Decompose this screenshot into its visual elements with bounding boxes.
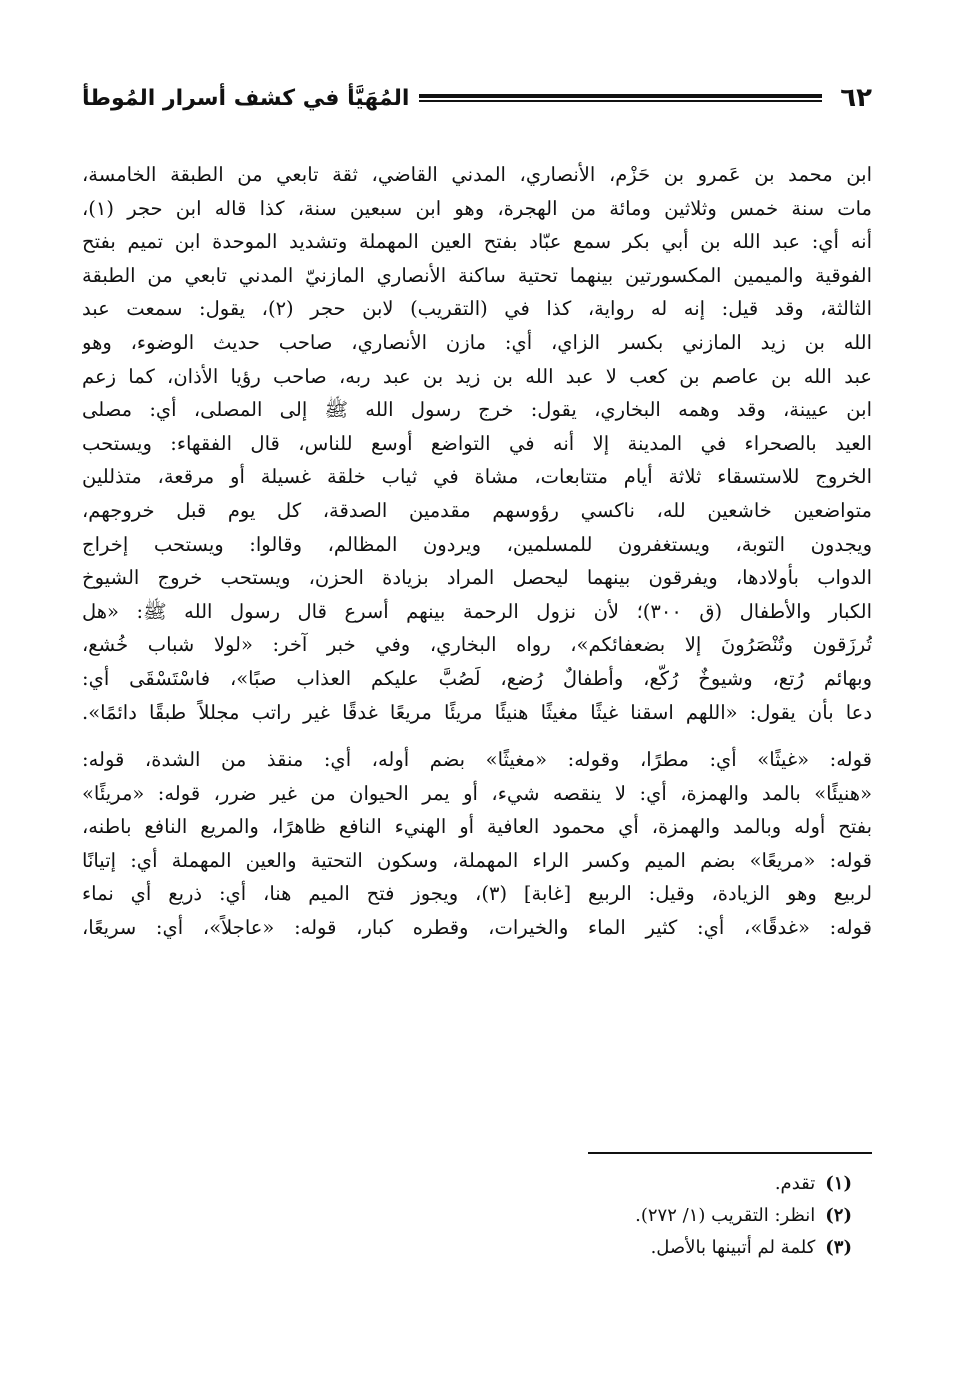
main-text [82, 158, 872, 945]
text-line: قوله: «غيثًا» أي: مطرًا، وقوله: «مغيثًا» بضم أوله، أي: منقذ من الشدة، قوله: [82, 748, 872, 772]
footnote-number: (٢) [825, 1205, 852, 1226]
footnote-number: (١) [825, 1173, 852, 1194]
text-line: تُرزَقون وتُنْصَرُونَ إلا بضعفائكم»، رواه البخاري، وفي خبر آخر: «لولا شباب خُشع، [82, 633, 872, 657]
paragraph-1 [82, 158, 872, 729]
text-line: الخروج للاستسقاء ثلاثة أيام متتابعات، مشاة في ثياب خلقة غسيلة أو مرقعة، متذللين [82, 465, 872, 489]
running-title: المُهَيَّأ في كشف أسرار المُوطأ [82, 85, 410, 111]
footnote-3 [82, 1232, 852, 1264]
page-number: ٦٢ [840, 83, 872, 113]
text-line: قوله: «غدقًا»، أي: كثير الماء والخيرات، وقطره كبار، قوله: «عاجلاً»، أي: سريعًا، [82, 916, 872, 940]
paragraph-2 [82, 743, 872, 945]
text-line: مات سنة خمس وثلاثين ومائة من الهجرة، وهو ابن سبعين سنة، كذا قاله ابن حجر (١)، [82, 196, 872, 220]
text-line: الدواب بأولادها، ويفرقون بينهما ليحصل المراد بزيادة الحزن، ويستحب خروج الشيوخ [82, 566, 872, 590]
text-line: أنه أي: عبد الله بن أبي بكر سمع عبّاد بفتح العين المهملة وتشديد الموحدة ابن تميم بفتح [82, 230, 872, 254]
footnote-1 [82, 1168, 852, 1200]
text-line: وبهائم رُتع، وشيوخٌ رُكّع، وأطفالٌ رُضع، لَصُبَّ عليكم العذاب صبًا»، فاسْتَسْقَى أي: [82, 666, 872, 690]
footnote-text: تقدم. [774, 1173, 816, 1194]
text-line: «هنيئًا» بالمد والهمزة، أي: لا ينقصه شيء، أو يمر الحيوان من غير ضرر، قوله: «مريئًا» [82, 781, 872, 805]
footnotes [82, 1168, 852, 1264]
text-line: ابن محمد بن عَمرو بن حَزْم، الأنصاري، المدني القاضي، ثقة تابعي من الطبقة الخامسة، [82, 163, 872, 186]
text-line: ويجدون التوبة، ويستغفرون للمسلمين، ويردون المظالم، وقالوا: ويستحب إخراج [82, 532, 872, 556]
text-line: ابن عيينة، وقد وهمه البخاري، يقول: خرج رسول الله ﷺ إلى المصلى، أي: مصلى [82, 398, 872, 422]
text-line: الفوقية والميمين المكسورتين بينهما تحتية ساكنة الأنصاري المازنيّ المدني تابعي من الطبقة [82, 263, 872, 287]
footnote-text: انظر: التقريب (١/ ٢٧٢). [635, 1205, 816, 1226]
text-line: الله بن زيد المازني بكسر الزاي، أي: مازن الأنصاري، صاحب حديث الوضوء، وهو [82, 330, 872, 354]
text-line: عبد الله بن عاصم بن كعب لا عبد الله بن زيد بن عبد ربه، صاحب رؤيا الأذان، كما زعم [82, 364, 872, 388]
text-line: متواضعين خاشعين لله، ناكسي رؤوسهم مقدمين الصدقة، كل يوم قبل خروجهم، [82, 498, 872, 522]
text-line: قوله: «مريعًا» بضم الميم وكسر الراء المهملة، وسكون التحتية والعين المهملة أي: إتيانًا [82, 848, 872, 872]
footnote-separator [588, 1152, 872, 1154]
footnote-number: (٣) [825, 1237, 852, 1258]
footnote-2 [82, 1200, 852, 1232]
header-rule [419, 94, 822, 102]
text-line: العيد بالصحراء في المدينة إلا أنه في التواضع أوسع للناس، قال الفقهاء: ويستحب [82, 431, 872, 455]
page-header [82, 78, 872, 118]
paragraph-gap [82, 729, 872, 743]
text-line: الثالثة، وقد قيل: إنه له رواية، كذا في (التقريب) لابن حجر (٢)، يقول: سمعت عبد [82, 297, 872, 321]
text-line: بفتح أوله وبالمد والهمزة، أي محمود العافية أو الهنيء النافع ظاهرًا، والمريع النافع باطنه، [82, 815, 872, 839]
text-line: دعا بأن يقول: «اللهم اسقنا غيثًا مغيثًا هنيئًا مريئًا مريعًا غدقًا غير راتب مجللاً طبقًا دائمًا». [82, 700, 872, 724]
text-line: لربيع وهو الزيادة، وقيل: الربيع [غابة] (٣)، ويجوز فتح الميم هنا، أي: ذريع أي نماء [82, 882, 872, 906]
text-line: الكبار والأطفال (ق ٣٠٠)؛ لأن نزول الرحمة بينهم أسرع قال رسول الله ﷺ: «هل [82, 599, 872, 623]
footnote-text: كلمة لم أتبينها بالأصل. [650, 1237, 816, 1258]
